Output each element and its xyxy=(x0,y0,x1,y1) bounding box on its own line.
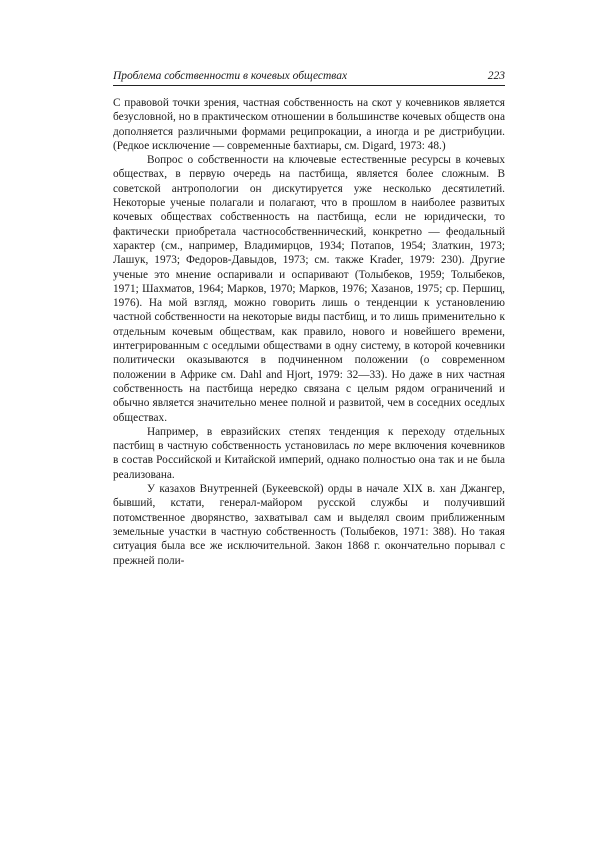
body-text xyxy=(113,96,505,568)
paragraph-3-end: мере включения кочевников в состав Российской и Китайской империй, однако полностью она так и не была реализована. xyxy=(113,440,505,481)
running-title: Проблема собственности в кочевых обществах xyxy=(113,70,348,82)
running-header xyxy=(113,70,505,86)
page xyxy=(113,70,505,568)
page-number: 223 xyxy=(487,70,505,82)
paragraph-3 xyxy=(113,425,505,482)
paragraph-4: У казахов Внутренней (Букеевской) орды в начале XIX в. хан Джангер, бывший, кстати, генерал-майором русской службы и получивший потомственное дворянство, захватывал сам и выделял своим приближенным земельные участки в частную собственность (Толыбеков, 1971: 388). Но такая ситуация была все же исключительной. Закон 1868 г. окончательно порывал с прежней поли- xyxy=(113,483,505,567)
paragraph-1: С правовой точки зрения, частная собственность на скот у кочевников является безусловной, но в практическом отношении в большинстве кочевых обществ она дополняется различными формами реципрокации, а иногда и ре дистрибуции. (Редкое исключение — современные бахтиары, см. Digard, 1973: 48.) xyxy=(113,97,505,152)
paragraph-2: Вопрос о собственности на ключевые естественные ресурсы в кочевых обществах, в первую очередь на пастбища, является более сложным. В советской антропологии он дискутируется уже несколько десятилетий. Некоторые ученые полагали и полагают, что в прошлом в наиболее развитых кочевых обществах собственность на пастбища, если не юридически, то фактически приобретала частнособственнический, конкретно — феодальный характер (см., например, Владимирцов, 1934; Потапов, 1954; Златкин, 1973; Лашук, 1973; Федоров-Давыдов, 1973; см. также Krader, 1979: 230). Другие ученые это мнение оспаривали и оспаривают (Толыбеков, 1959; Толыбеков, 1971; Шахматов, 1964; Марков, 1970; Марков, 1976; Хазанов, 1975; ср. Першиц, 1976). На мой взгляд, можно говорить лишь о тенденции к установлению частной собственности на некоторые виды пастбищ, и то лишь применительно к отдельным кочевым обществам, как правило, нового и новейшего времени, интегрированным с оседлыми обществами в одну систему, в которой кочевники политически оказываются в подчиненном положении (о современном положении в Африке см. Dahl and Hjort, 1979: 32—33). Но даже в них частная собственность на пастбища нередко связана с целым рядом ограничений и обычно является значительно менее полной и развитой, чем в соседних оседлых обществах. xyxy=(113,154,505,424)
paragraph-3-italic: по xyxy=(353,440,365,453)
paragraph-3-start: Например, в евразийских степях тенденция к переходу отдельных пастбищ в частную собственность установилась xyxy=(113,425,505,453)
